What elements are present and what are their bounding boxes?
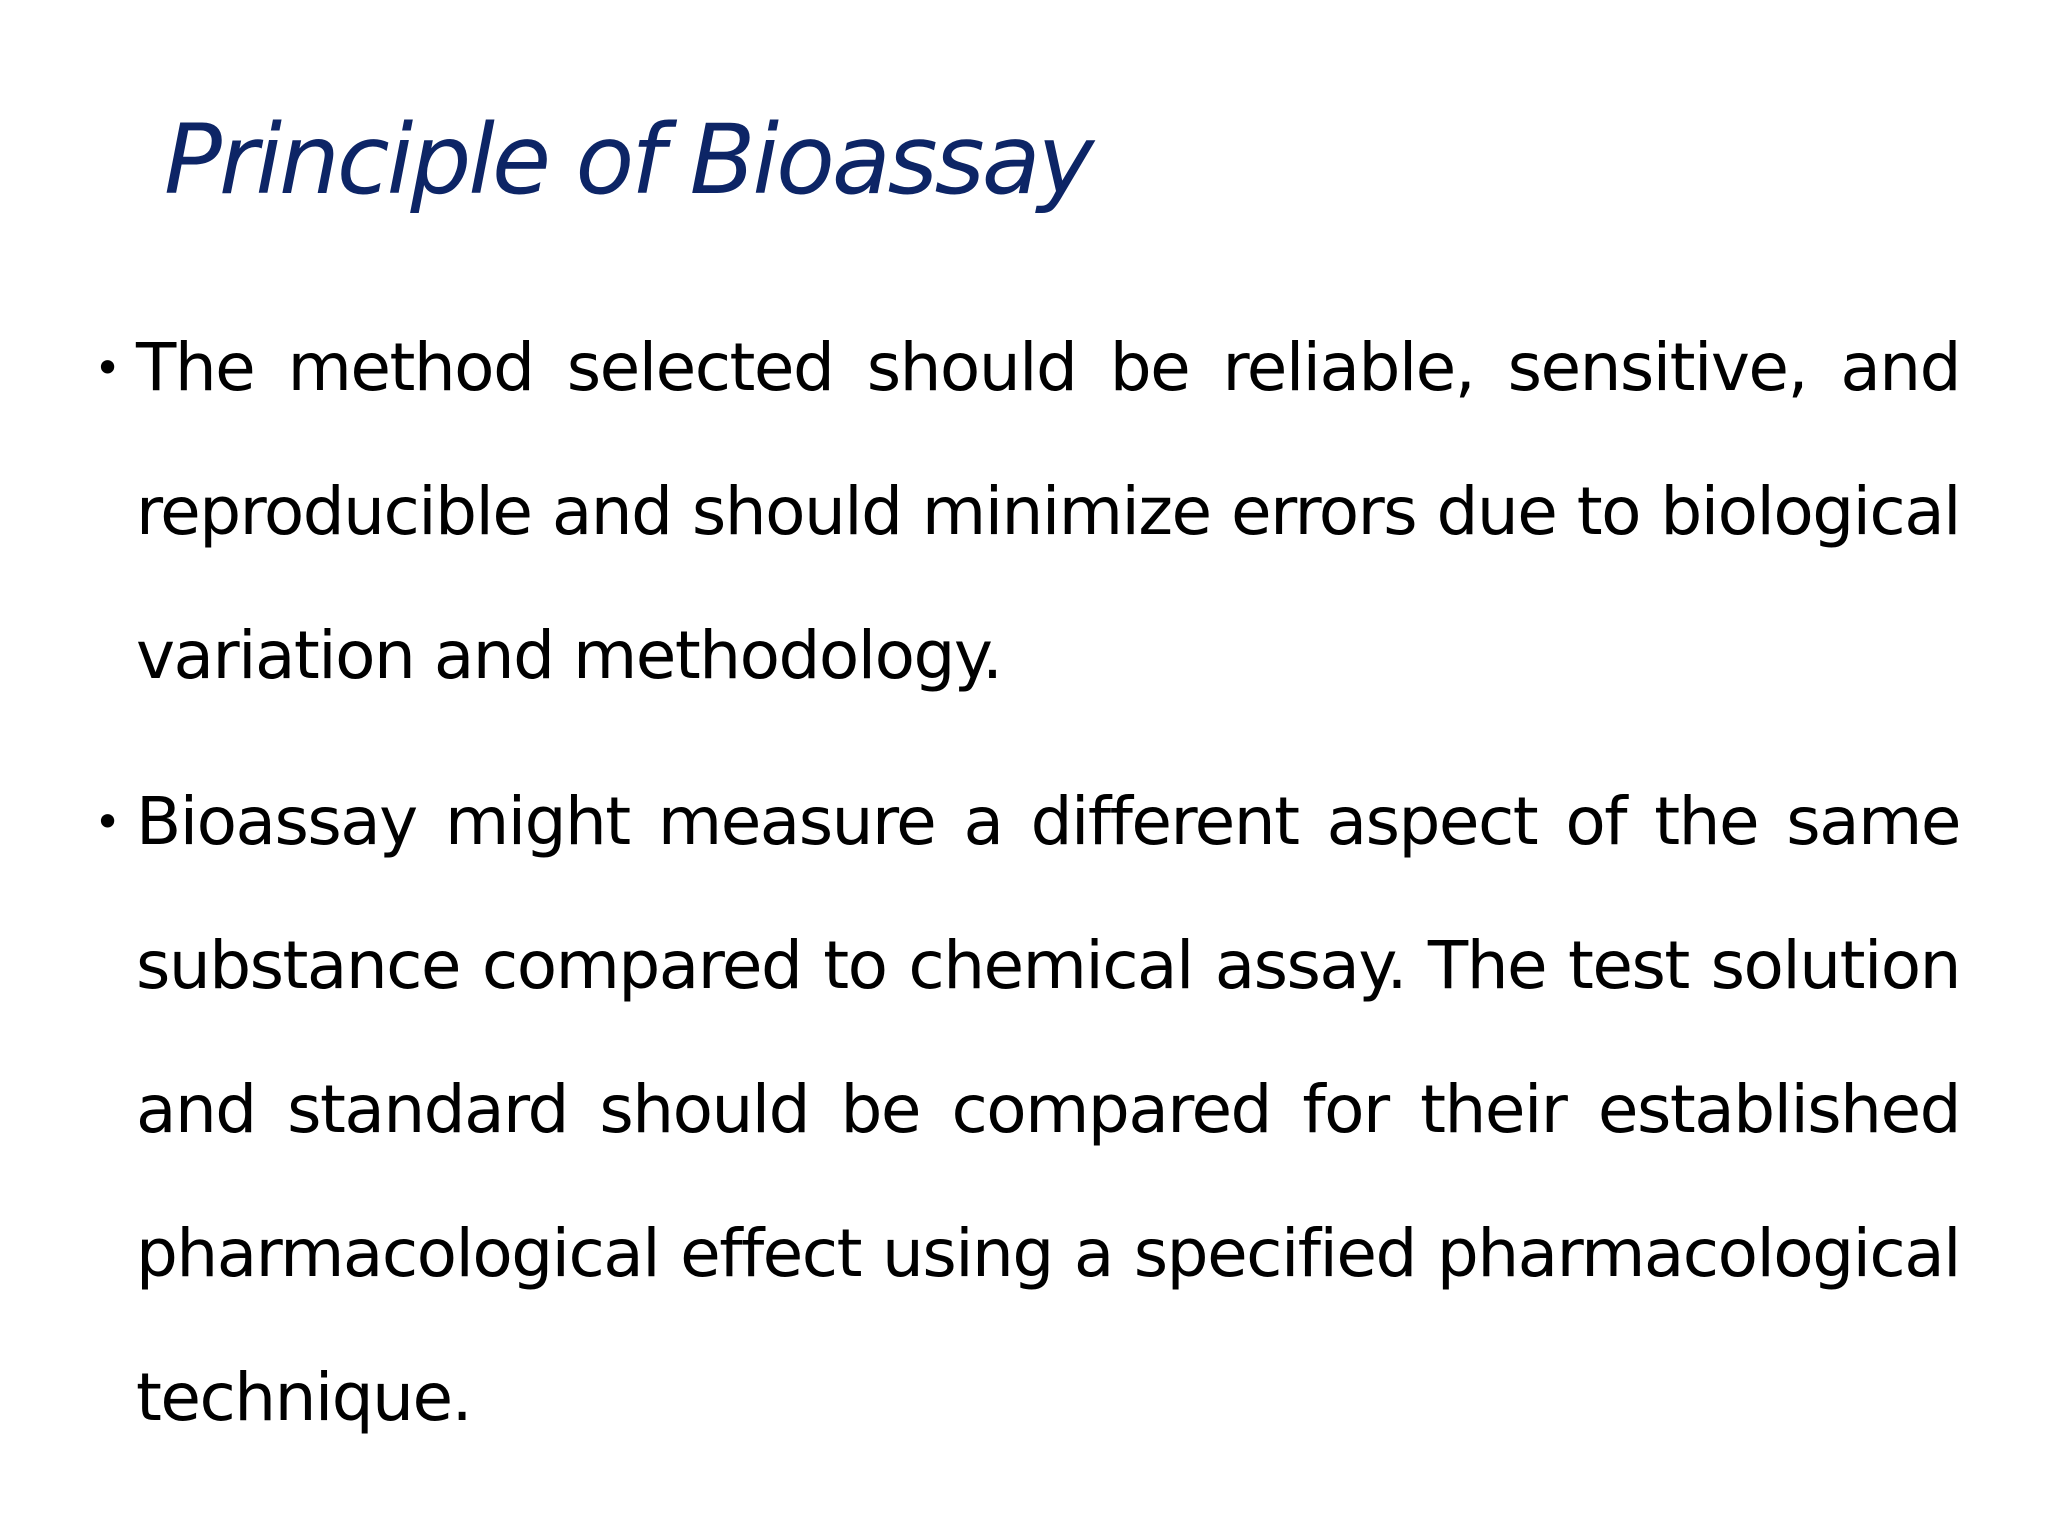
bullet-marker: • bbox=[94, 341, 120, 395]
slide-title: Principle of Bioassay bbox=[164, 104, 1092, 216]
bullet-text: The method selected should be reliable, sensitive, and reproducible and should minimize errors due to biological variation and methodology. bbox=[136, 329, 1960, 694]
bullet-item bbox=[92, 296, 1960, 728]
bullet-item bbox=[92, 750, 1960, 1470]
bullet-list bbox=[92, 296, 1960, 1492]
bullet-marker: • bbox=[94, 795, 120, 849]
bullet-text: Bioassay might measure a different aspect of the same substance compared to chemical assay. The test solution and standard should be compared for their established pharmacological effect using a specified pharmacological technique. bbox=[136, 783, 1960, 1436]
